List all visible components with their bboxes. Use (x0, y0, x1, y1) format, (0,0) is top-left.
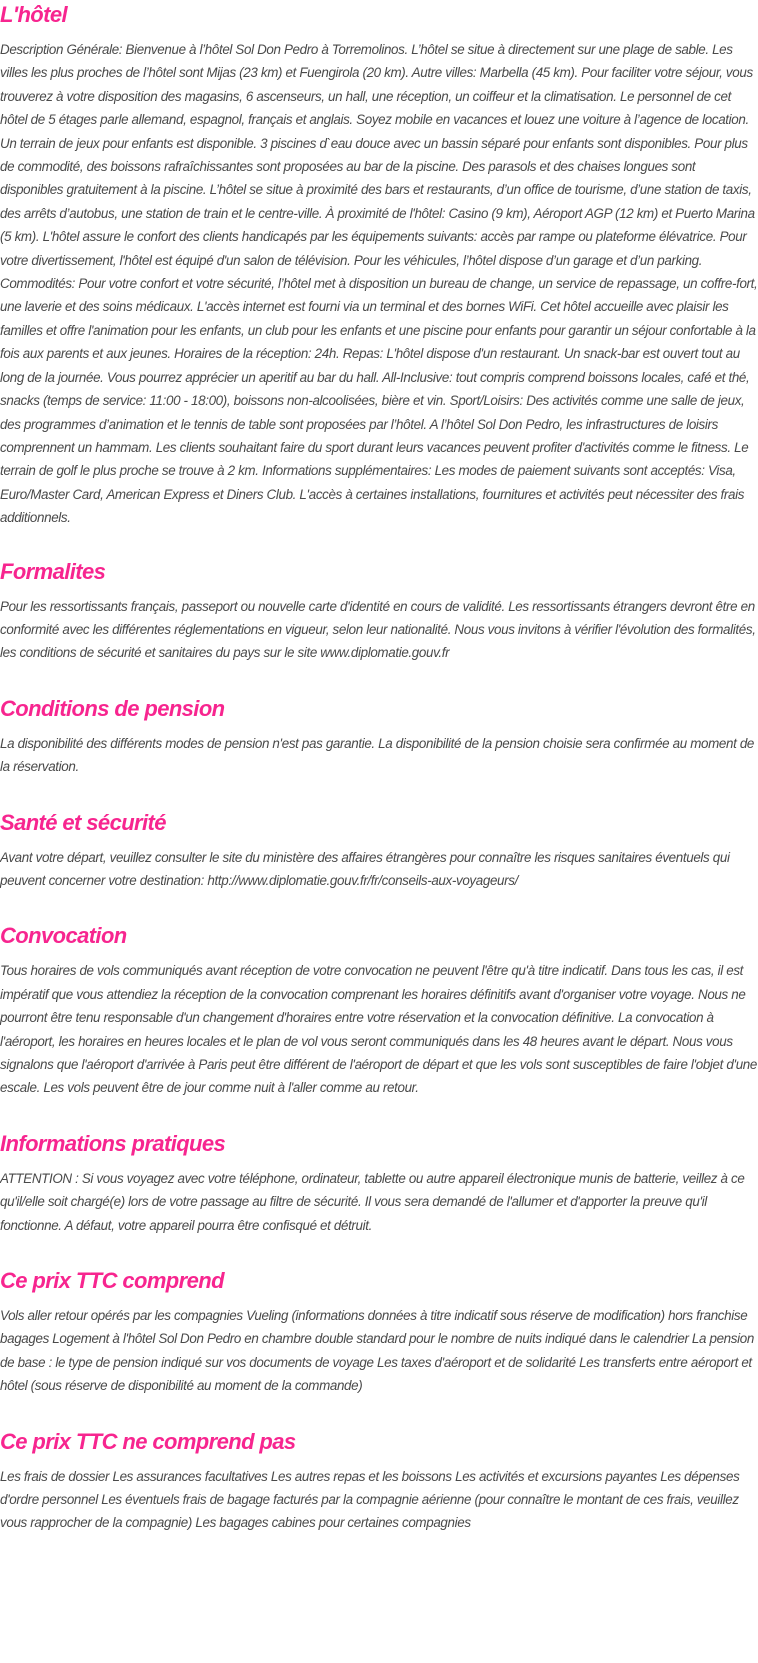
section-conditions-pension (0, 695, 758, 779)
section-body-informations-pratiques: ATTENTION : Si vous voyagez avec votre téléphone, ordinateur, tablette ou autre appareil électronique munis de batterie, veillez à ce qu'il/elle soit chargé(e) lors de votre passage au filtre de sécurité. Il vous sera demandé de l'allumer et d'apporter la preuve qu'il fonctionne. A défaut, votre appareil pourra être confisqué et détruit. (0, 1170, 745, 1233)
section-sante-securite (0, 809, 758, 893)
section-title-prix-ne-comprend-pas: Ce prix TTC ne comprend pas (0, 1428, 296, 1454)
section-body-prix-ne-comprend-pas: Les frais de dossier Les assurances facultatives Les autres repas et les boissons Les activités et excursions payantes Les dépenses d'ordre personnel Les éventuels frais de bagage facturés par la compagnie aérienne (pour connaître le montant de ces frais, veuillez vous rapprocher de la compagnie) Les bagages cabines pour certaines compagnies (0, 1468, 740, 1531)
section-informations-pratiques (0, 1130, 758, 1237)
section-body-formalites: Pour les ressortissants français, passeport ou nouvelle carte d'identité en cours de validité. Les ressortissants étrangers devront être en conformité avec les différentes réglementations en vigueur, selon leur nationalité. Nous vous invitons à vérifier l'évolution des formalités, les conditions de sécurité et sanitaires du pays sur le site www.diplomatie.gouv.fr (0, 598, 756, 661)
section-body-prix-comprend: Vols aller retour opérés par les compagnies Vueling (informations données à titre indicatif sous réserve de modification) hors franchise bagages Logement à l'hôtel Sol Don Pedro en chambre double standard pour le nombre de nuits indiqué dans le calendrier La pension de base : le type de pension indiqué sur vos documents de voyage Les taxes d'aéroport et de solidarité Les transferts entre aéroport et hôtel (sous réserve de disponibilité au moment de la commande) (0, 1308, 754, 1394)
section-title-hotel: L'hôtel (0, 2, 68, 27)
section-title-conditions-pension: Conditions de pension (0, 695, 225, 721)
section-body-sante-securite: Avant votre départ, veuillez consulter le site du ministère des affaires étrangères pour connaître les risques sanitaires éventuels qui peuvent concerner votre destination: http://www.diplomatie.gouv.fr/fr/conseils-aux-voyageurs/ (0, 849, 730, 888)
section-title-sante-securite: Santé et sécurité (0, 809, 166, 835)
section-title-convocation: Convocation (0, 923, 127, 949)
section-prix-ne-comprend-pas (0, 1428, 758, 1535)
section-title-prix-comprend: Ce prix TTC comprend (0, 1268, 224, 1294)
section-body-convocation: Tous horaires de vols communiqués avant réception de votre convocation ne peuvent l'être qu'à titre indicatif. Dans tous les cas, il est impératif que vous attendiez la réception de la convocation comprenant les horaires définitifs avant d'organiser votre voyage. Nous ne pourront être tenu responsable d'un changement d'horaires entre votre réservation et la convocation définitive. La convocation à l'aéroport, les horaires en heures locales et le plan de vol vous seront communiqués dans les 48 heures avant le départ. Nous vous signalons que l'aéroport d'arrivée à Paris peut être différent de l'aéroport de départ et que les vols sont susceptibles de faire l'objet d'une escale. Les vols peuvent être de jour comme nuit à l'aller comme au retour. (0, 963, 757, 1096)
section-prix-comprend (0, 1267, 758, 1398)
section-hotel (0, 0, 758, 530)
section-body-hotel: Description Générale: Bienvenue à l’hôtel Sol Don Pedro à Torremolinos. L’hôtel se situe à directement sur une plage de sable. Les villes les plus proches de l’hôtel sont Mijas (23 km) et Fuengirola (20 km). Autre villes: Marbella (45 km). Pour faciliter votre séjour, vous trouverez à votre disposition des magasins, 6 ascenseurs, un hall, une réception, un coiffeur et la climatisation. Le personnel de cet hôtel de 5 étages parle allemand, espagnol, français et anglais. Soyez mobile en vacances et louez une voiture à l’agence de location. Un terrain de jeux pour enfants est disponible. 3 piscines d`eau douce avec un bassin séparé pour enfants sont disponibles. Pour plus de commodité, des boissons rafraîchissantes sont proposées au bar de la piscine. Des parasols et des chaises longues sont disponibles gratuitement à la piscine. L’hôtel se situe à proximité des bars et restaurants, d’un office de tourisme, d’une station de taxis, des arrêts d’autobus, une station de train et le centre-ville. À proximité de l'hôtel: Casino (9 km), Aéroport AGP (12 km) et Puerto Marina (5 km). L'hôtel assure le confort des clients handicapés par les équipements suivants: accès par rampe ou plateforme élévatrice. Pour votre divertissement, l'hôtel est équipé d'un salon de télévision. Pour les véhicules, l’hôtel dispose d’un garage et d’un parking. Commodités: Pour votre confort et votre sécurité, l’hôtel met à disposition un bureau de change, un service de repassage, un coffre-fort, une laverie et des soins médicaux. L'accès internet est fourni via un terminal et des bornes WiFi. Cet hôtel accueille avec plaisir les familles et offre l'animation pour les enfants, un club pour les enfants et une piscine pour enfants pour garantir un séjour confortable à la fois aux parents et aux jeunes. Horaires de la réception: 24h. Repas: L'hôtel dispose d'un restaurant. Un snack-bar est ouvert tout au long de la journée. Vous pourrez apprécier un aperitif au bar du hall. All-Inclusive: tout compris comprend boissons locales, café et thé, snacks (temps de service: 11:00 - 18:00), boissons non-alcoolisées, bière et vin. Sport/Loisirs: Des activités comme une salle de jeux, des programmes d’animation et le tennis de table sont proposées par l’hôtel. A l’hôtel Sol Don Pedro, les infrastructures de loisirs comprennent un hammam. Les clients souhaitant faire du sport durant leurs vacances peuvent profiter d'activités comme le fitness. Le terrain de golf le plus proche se trouve à 2 km. Informations supplémentaires: Les modes de paiement suivants sont acceptés: Visa, Euro/Master Card, American Express et Diners Club. L'accès à certaines installations, fournitures et activités peut nécessiter des frais additionnels. (0, 42, 758, 526)
section-convocation (0, 922, 758, 1099)
section-formalites (0, 558, 758, 665)
section-title-formalites: Formalites (0, 558, 106, 584)
section-body-conditions-pension: La disponibilité des différents modes de pension n'est pas garantie. La disponibilité de la pension choisie sera confirmée au moment de la réservation. (0, 735, 755, 775)
section-title-informations-pratiques: Informations pratiques (0, 1130, 226, 1156)
